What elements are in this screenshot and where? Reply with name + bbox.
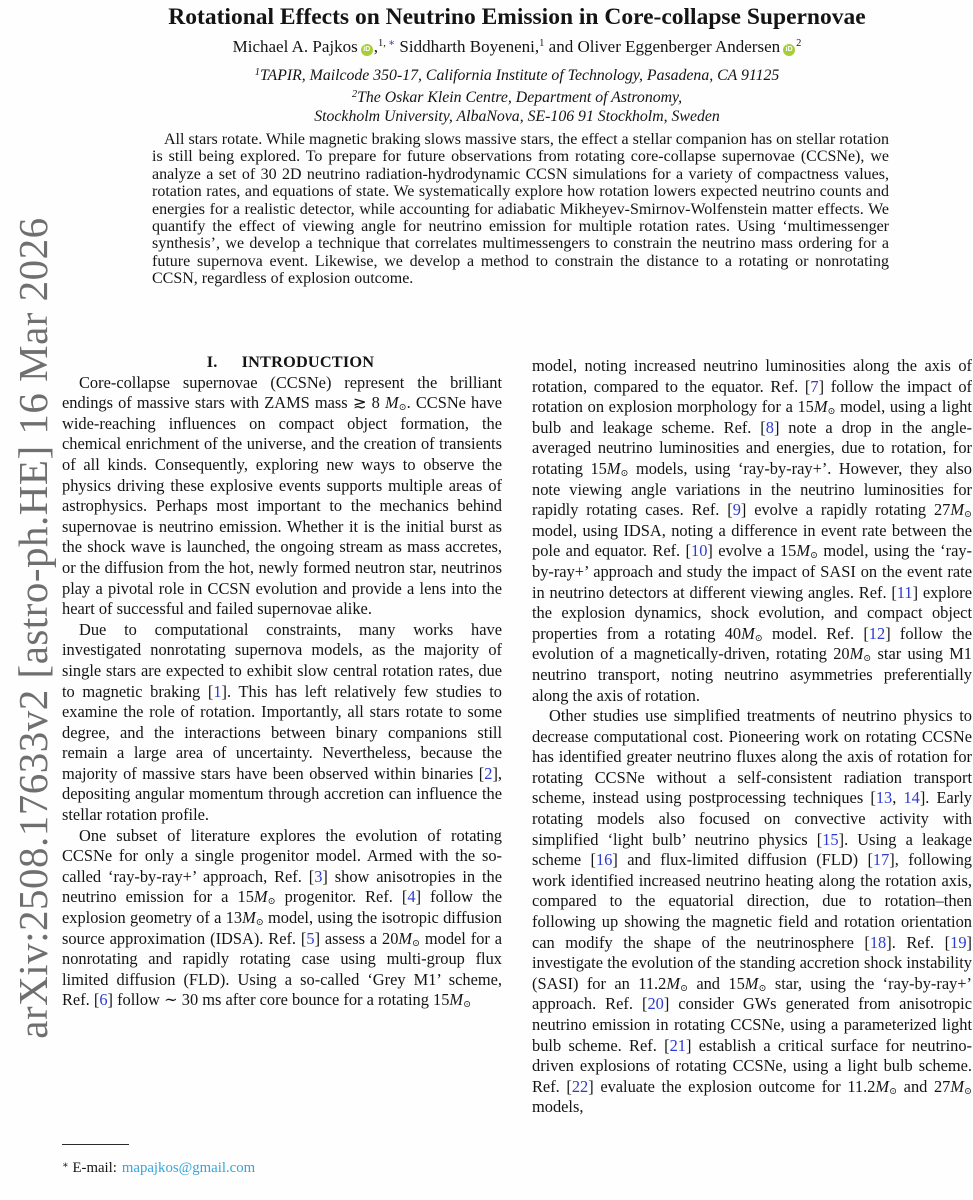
citation-link[interactable]: 18: [869, 932, 887, 952]
author-3-affmark: 2: [796, 38, 802, 49]
citation-link[interactable]: 21: [669, 1035, 686, 1055]
sun-subscript: ⊙: [412, 938, 421, 949]
author-1-footnote-link[interactable]: ∗: [388, 38, 396, 49]
affiliation-1: $^1$TAPIR, Mailcode 350-17, California Institute of Technology, Pasadena, CA 91125: [254, 67, 780, 84]
citation-link[interactable]: 6: [99, 990, 108, 1010]
solar-mass-symbol: M: [813, 397, 828, 417]
citation-link[interactable]: 3: [314, 866, 323, 886]
sun-subscript: ⊙: [964, 1086, 972, 1097]
sun-subscript: ⊙: [758, 983, 767, 994]
arxiv-watermark: arXiv:2508.17633v2 [astro-ph.HE] 16 Mar 2026: [10, 217, 56, 1039]
footnote-rule: [62, 1144, 129, 1145]
sun-subscript: ⊙: [398, 403, 407, 414]
solar-mass-symbol: M: [744, 973, 759, 993]
sun-subscript: ⊙: [620, 468, 629, 479]
citation-link[interactable]: 20: [647, 994, 664, 1014]
citation-link[interactable]: 19: [950, 932, 967, 952]
intro-paragraph-2: Due to computational constraints, many works have investigated nonrotating supernova models, as the majority of single stars are expected to exhibit slow central rotation rates, due to magnetic braking [1]. This has left relatively few studies to examine the role of rotation. Importantly, all stars rotate to some degree, and the interactions between binary companions still remain a large area of uncertainty. Nevertheless, because the majority of massive stars have been observed within binaries [2], depositing angular momentum through accretion can influence the stellar rotation profile.: [62, 619, 502, 825]
intro-paragraph-1: Core-collapse supernovae (CCSNe) represent the brilliant endings of massive stars with ZAMS mass ≳ 8 $M_⊙$. CCSNe have wide-reaching influences on compact object formation, the chemical enrichment of the universe, and the creation of transients of all kinds. Consequently, exploring new ways to observe the physics driving these explosive events supports multiple areas of astrophysics. Perhaps most important to the mechanics behind supernovae is neutrino emission. Whether it is the initial burst as the shock wave is launched, the ongoing stream as mass accretes, or the diffusion from the hot, newly formed neutron star, neutrinos play a pivotal role in CCSN evolution and provide a lens into the heart of successful and failed supernovae alike.: [62, 372, 503, 619]
abstract: All stars rotate. While magnetic braking slows massive stars, the effect a stellar companion has on stellar rotation is still being explored. To prepare for future observations from rotating core-collapse supernovae (CCSNe), we analyze a set of 30 2D neutrino radiation-hydrodynamic CCSN simulations for a variety of compactness values, rotation rates, and equations of state. We systematically explore how rotation lowers expected neutrino counts and energies for a realistic detector, while accounting for adiabatic Mikheyev-Smirnov-Wolfenstein matter effects. We quantify the effect of viewing angle for neutrino emission for multiple rotation rates. Using ‘multimessenger synthesis’, we develop a technique that correlates multimessengers to constrain the neutrino mass ordering for a future supernova event. Likewise, we develop a method to constrain the distance to a rotating or nonrotating CCSN, regardless of explosion outcome.: [152, 131, 889, 288]
email-link[interactable]: mapajkos@gmail.com: [121, 1160, 256, 1176]
citation-link[interactable]: 7: [810, 376, 819, 396]
author-1: Michael A. Pajkos: [232, 37, 358, 56]
citation-link[interactable]: 10: [691, 541, 708, 561]
solar-mass-symbol: M: [398, 928, 413, 948]
solar-mass-symbol: M: [666, 973, 680, 993]
author-1-affmark: 1,: [378, 38, 388, 49]
orcid-icon[interactable]: [783, 44, 795, 56]
solar-mass-symbol: M: [796, 541, 811, 561]
affiliations: [62, 64, 972, 126]
affiliation-2: $^2$The Oskar Klein Centre, Department of Astronomy,: [351, 88, 683, 106]
solar-mass-symbol: M: [385, 393, 399, 413]
sun-subscript: ⊙: [679, 983, 688, 994]
right-column: [532, 356, 972, 1118]
author-2-affmark: 1: [539, 38, 545, 49]
left-column: [62, 352, 502, 1011]
email-footnote: [62, 1160, 502, 1177]
author-2: Siddharth Boyeneni,: [399, 37, 540, 56]
paper-title: Rotational Effects on Neutrino Emission in Core-collapse Supernovae: [168, 4, 866, 30]
citation-link[interactable]: 11: [896, 582, 913, 602]
sun-subscript: ⊙: [810, 551, 818, 562]
citation-link[interactable]: 22: [571, 1076, 589, 1096]
citation-link[interactable]: 17: [872, 850, 890, 870]
solar-mass-symbol: M: [253, 887, 268, 907]
solar-mass-symbol: M: [242, 908, 256, 928]
sun-subscript: ⊙: [964, 510, 972, 521]
orcid-icon[interactable]: [361, 44, 373, 56]
solar-mass-symbol: M: [849, 644, 864, 664]
footnote-marker: ∗: [62, 1160, 69, 1171]
solar-mass-symbol: M: [449, 990, 464, 1010]
sun-subscript: ⊙: [754, 633, 763, 644]
solar-mass-symbol: M: [950, 500, 965, 520]
solar-mass-symbol: M: [950, 1076, 965, 1096]
solar-mass-symbol: M: [606, 458, 621, 478]
author-3: and Oliver Eggenberger Andersen: [548, 37, 781, 56]
intro-paragraph-4: Other studies use simplified treatments of neutrino physics to decrease computational cost. Pioneering work on rotating CCSNe has identified greater neutrino fluxes along the axis of rotation for rotating CCSNe without a self-consistent radiation transport scheme, instead using postprocessing techniques [13, 14]. Early rotating models also focused on convective activity with simplified ‘light bulb’ neutrino physics [15]. Using a leakage scheme [16] and flux-limited diffusion (FLD) [17], following work identified increased neutrino heating along the rotation axis, compared to the equatorial direction, due to rotation–then following up showing the magnetic field and rotation orientation can modify the shape of the neutrinosphere [18]. Ref. [19] investigate the evolution of the standing accretion shock instability (SASI) for an $11.2M_⊙$ and $15M_⊙$ star, using the ‘ray-by-ray+’ approach. Ref. [20] consider GWs generated from anisotropic neutrino emission in rotating CCSNe, using a parameterized light bulb scheme. Ref. [21] establish a critical surface for neutrino-driven explosions of rotating CCSNe, using a light bulb scheme. Ref. [22] evaluate the explosion outcome for $11.2M_⊙$ and $27M_⊙$ models,: [532, 706, 973, 1117]
sun-subscript: ⊙: [827, 407, 836, 418]
intro-paragraph-3-continued: model, noting increased neutrino luminosities along the axis of rotation, compared to the equator. Ref. [7] follow the impact of rotation on explosion morphology for a $15M_⊙$ model, using a light bulb and leakage scheme. Ref. [8] note a drop in the angle-averaged neutrino luminosities and energies, due to rotation, for rotating $15M_⊙$ models, using ‘ray-by-ray+’. However, they also note viewing angle variations in the neutrino luminosities for rapidly rotating cases. Ref. [9] evolve a rapidly rotating $27M_⊙$ model, using IDSA, noting a difference in event rate between the pole and equator. Ref. [10] evolve a $15M_⊙$ model, using the ‘ray-by-ray+’ approach and study the impact of SASI on the event rate in neutrino detectors at different viewing angles. Ref. [11] explore the explosion dynamics, shock evolution, and compact object properties from a rotating $40M_⊙$ model. Ref. [12] follow the evolution of a magnetically-driven, rotating $20M_⊙$ star using M1 neutrino transport, noting neutrino asymmetries preferentially along the axis of rotation.: [532, 356, 973, 705]
citation-link[interactable]: 16: [595, 850, 613, 870]
citation-link[interactable]: 1: [213, 681, 222, 701]
sun-subscript: ⊙: [267, 897, 276, 908]
solar-mass-symbol: M: [741, 623, 755, 643]
author-line: [62, 37, 972, 57]
sun-subscript: ⊙: [863, 654, 872, 665]
citation-link[interactable]: 5: [306, 928, 315, 948]
sun-subscript: ⊙: [889, 1086, 898, 1097]
sun-subscript: ⊙: [255, 918, 264, 929]
citation-link[interactable]: 4: [407, 887, 416, 907]
citation-link[interactable]: 12: [868, 623, 886, 643]
citation-link[interactable]: 8: [765, 417, 774, 437]
intro-paragraph-3: One subset of literature explores the evolution of rotating CCSNe for only a single progenitor model. Armed with the so-called ‘ray-by-ray+’ approach, Ref. [3] show anisotropies in the neutrino emission for a $15M_⊙$ progenitor. Ref. [4] follow the explosion geometry of a $13M_⊙$ model, using the isotropic diffusion source approximation (IDSA). Ref. [5] assess a $20M_⊙$ model for a nonrotating and rapidly rotating case using multi-group flux limited diffusion (FLD). Using a so-called ‘Grey M1’ scheme, Ref. [6] follow ∼ 30 ms after core bounce for a rotating $15M_⊙$: [62, 825, 502, 1011]
author-1-comma: ,: [373, 37, 379, 56]
citation-link[interactable]: 14: [903, 788, 920, 808]
affiliation-3: Stockholm University, AlbaNova, SE-106 91 Stockholm, Sweden: [314, 107, 720, 125]
solar-mass-symbol: M: [875, 1076, 890, 1096]
footnote-label: E-mail:: [72, 1160, 117, 1176]
sun-subscript: ⊙: [463, 1000, 472, 1011]
citation-link[interactable]: 15: [822, 829, 839, 849]
citation-link[interactable]: 13: [875, 788, 893, 808]
section-heading-introduction: I. INTRODUCTION: [206, 352, 375, 371]
citation-link[interactable]: 9: [732, 500, 741, 520]
citation-link[interactable]: 2: [484, 763, 493, 783]
